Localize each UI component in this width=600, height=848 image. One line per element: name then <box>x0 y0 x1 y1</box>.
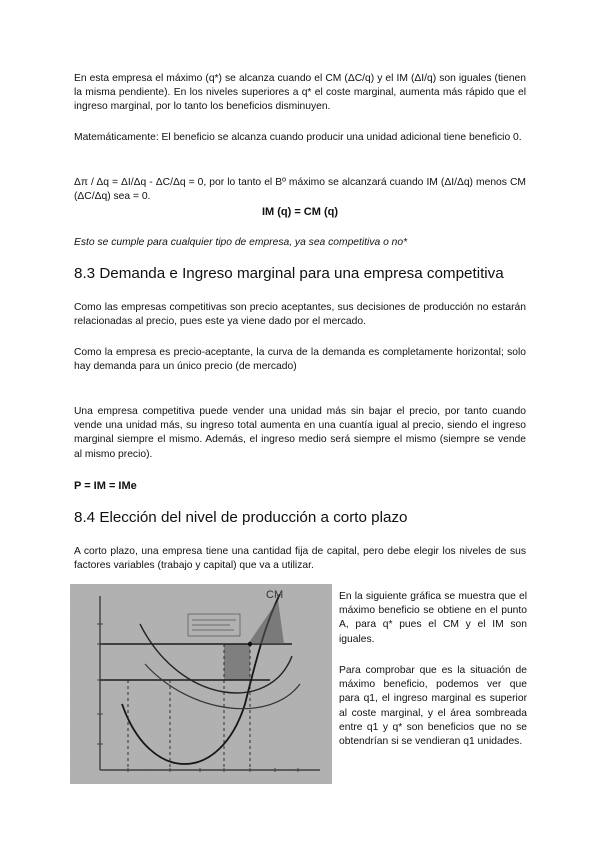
heading-8-3: 8.3 Demanda e Ingreso marginal para una empresa competitiva <box>74 265 504 282</box>
profit-max-graph <box>70 584 332 784</box>
note-any-firm: Esto se cumple para cualquier tipo de empresa, ya sea competitiva o no* <box>74 237 408 248</box>
formula-im-cm: IM (q) = CM (q) <box>261 206 339 218</box>
cm-curve-label: CM <box>266 589 284 601</box>
paragraph-demanda-horizontal: Como la empresa es precio-aceptante, la curva de la demanda es completamente horizontal; solo hay demanda para un único precio (de mercado) <box>74 347 526 373</box>
paragraph-maximo: En esta empresa el máximo (q*) se alcanza cuando el CM (ΔC/q) y el IM (ΔI/q) son iguales (tienen la misma pendiente). En los niveles superiores a q* el coste marginal, aumenta más rápido que el ingreso marginal, por lo tanto los beneficios disminuyen. <box>74 73 526 113</box>
paragraph-corto-plazo: A corto plazo, una empresa tiene una cantidad fija de capital, pero debe elegir los niveles de sus factores variables (trabajo y capital) que va a utilizar. <box>74 546 526 572</box>
paragraph-precio-aceptantes: Como las empresas competitivas son precio aceptantes, sus decisiones de producción no estarán relacionadas al precio, pues este ya viene dado por el mercado. <box>74 302 526 328</box>
paragraph-empresa-competitiva: Una empresa competitiva puede vender una unidad más sin bajar el precio, por tanto cuando vende una unidad más, su ingreso total aumenta en una cuantía igual al precio, siendo el ingreso marginal siempre el mismo. Además, el ingreso medio será siempre el mismo (siempre se vende al mismo precio). <box>74 406 526 460</box>
shaded-profit-area <box>224 644 250 680</box>
formula-p-im-ime: P = IM = IMe <box>74 480 137 492</box>
point-a <box>248 642 252 646</box>
heading-8-4: 8.4 Elección del nivel de producción a corto plazo <box>74 509 408 526</box>
paragraph-matematicamente: Matemáticamente: El beneficio se alcanza cuando producir una unidad adicional tiene beneficio 0. <box>74 132 522 143</box>
paragraph-derivada: Δπ / Δq = ΔI/Δq - ΔC/Δq = 0, por lo tanto el Bº máximo se alcanzará cuando IM (ΔI/Δq) menos CM (ΔC/Δq) sea = 0. <box>74 177 526 203</box>
graph-svg <box>70 584 332 784</box>
side-text-q1-comparison: Para comprobar que es la situación de máximo beneficio, podemos ver que para q1, el ingreso marginal es superior al coste marginal, y el área sombreada entre q1 y q* son beneficios que no se obtendrían si se vendieran q1 unidades. <box>339 665 527 748</box>
side-text-point-a: En la siguiente gráfica se muestra que el máximo beneficio se obtiene en el punto A, para q* pues el CM y el IM son iguales. <box>339 591 527 645</box>
